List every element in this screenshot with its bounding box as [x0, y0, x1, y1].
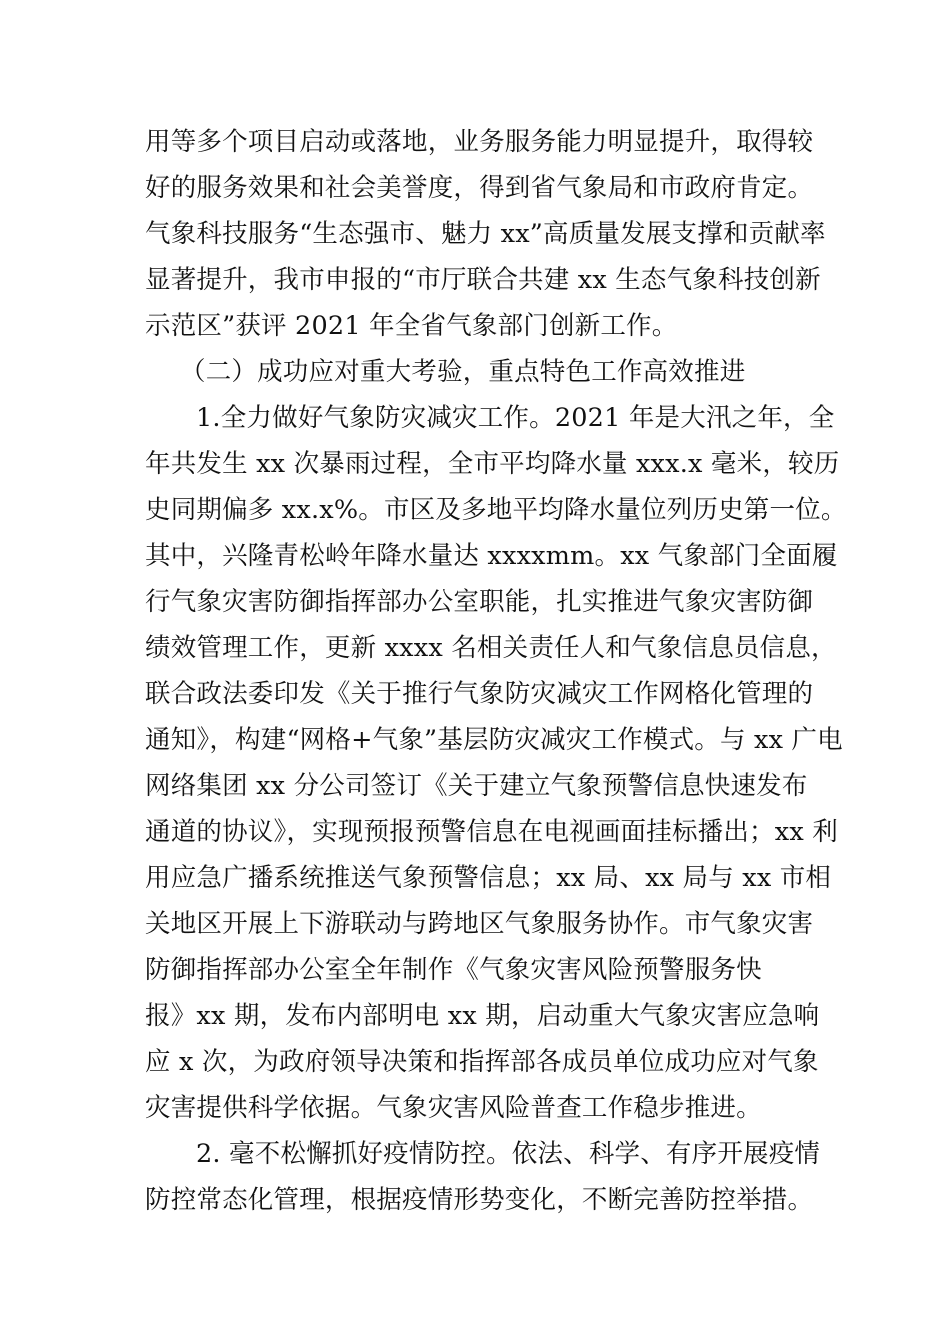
text-line: 报》xx 期，发布内部明电 xx 期，启动重大气象灾害应急响: [145, 1001, 820, 1031]
paragraph-start-line: 1.全力做好气象防灾减灾工作。2021 年是大汛之年，全: [196, 403, 835, 433]
text-line: 绩效管理工作，更新 xxxx 名相关责任人和气象信息员信息，: [145, 633, 837, 663]
text-line: 联合政法委印发《关于推行气象防灾减灾工作网格化管理的: [145, 679, 814, 709]
section-heading: （二）成功应对重大考验，重点特色工作高效推进: [180, 357, 746, 387]
text-line: 行气象灾害防御指挥部办公室职能，扎实推进气象灾害防御: [145, 587, 814, 617]
text-line: 好的服务效果和社会美誉度，得到省气象局和市政府肯定。: [145, 173, 814, 203]
text-line: 显著提升，我市申报的“市厅联合共建 xx 生态气象科技创新: [145, 265, 821, 295]
text-line: 年共发生 xx 次暴雨过程，全市平均降水量 xxx.x 毫米，较历: [145, 449, 840, 479]
paragraph-start-line: 2. 毫不松懈抓好疫情防控。依法、科学、有序开展疫情: [196, 1139, 821, 1169]
text-line: 网络集团 xx 分公司签订《关于建立气象预警信息快速发布: [145, 771, 808, 801]
text-line: 通知》，构建“网格+气象”基层防灾减灾工作模式。与 xx 广电: [145, 725, 843, 755]
text-line: 防控常态化管理，根据疫情形势变化，不断完善防控举措。: [145, 1185, 814, 1215]
text-line: 灾害提供科学依据。气象灾害风险普查工作稳步推进。: [145, 1093, 762, 1123]
text-line: 通道的协议》，实现预报预警信息在电视画面挂标播出；xx 利: [145, 817, 838, 847]
text-line: 用等多个项目启动或落地，业务服务能力明显提升，取得较: [145, 127, 814, 157]
text-line: 史同期偏多 xx.x%。市区及多地平均降水量位列历史第一位。: [145, 495, 847, 525]
text-line: 关地区开展上下游联动与跨地区气象服务协作。市气象灾害: [145, 909, 814, 939]
text-line: 应 x 次，为政府领导决策和指挥部各成员单位成功应对气象: [145, 1047, 819, 1077]
text-line: 气象科技服务“生态强市、魅力 xx”高质量发展支撑和贡献率: [145, 219, 826, 249]
text-line: 其中，兴隆青松岭年降水量达 xxxxmm。xx 气象部门全面履: [145, 541, 838, 571]
text-line: 防御指挥部办公室全年制作《气象灾害风险预警服务快: [145, 955, 762, 985]
text-line: 示范区”获评 2021 年全省气象部门创新工作。: [145, 311, 678, 341]
text-line: 用应急广播系统推送气象预警信息；xx 局、xx 局与 xx 市相: [145, 863, 832, 893]
